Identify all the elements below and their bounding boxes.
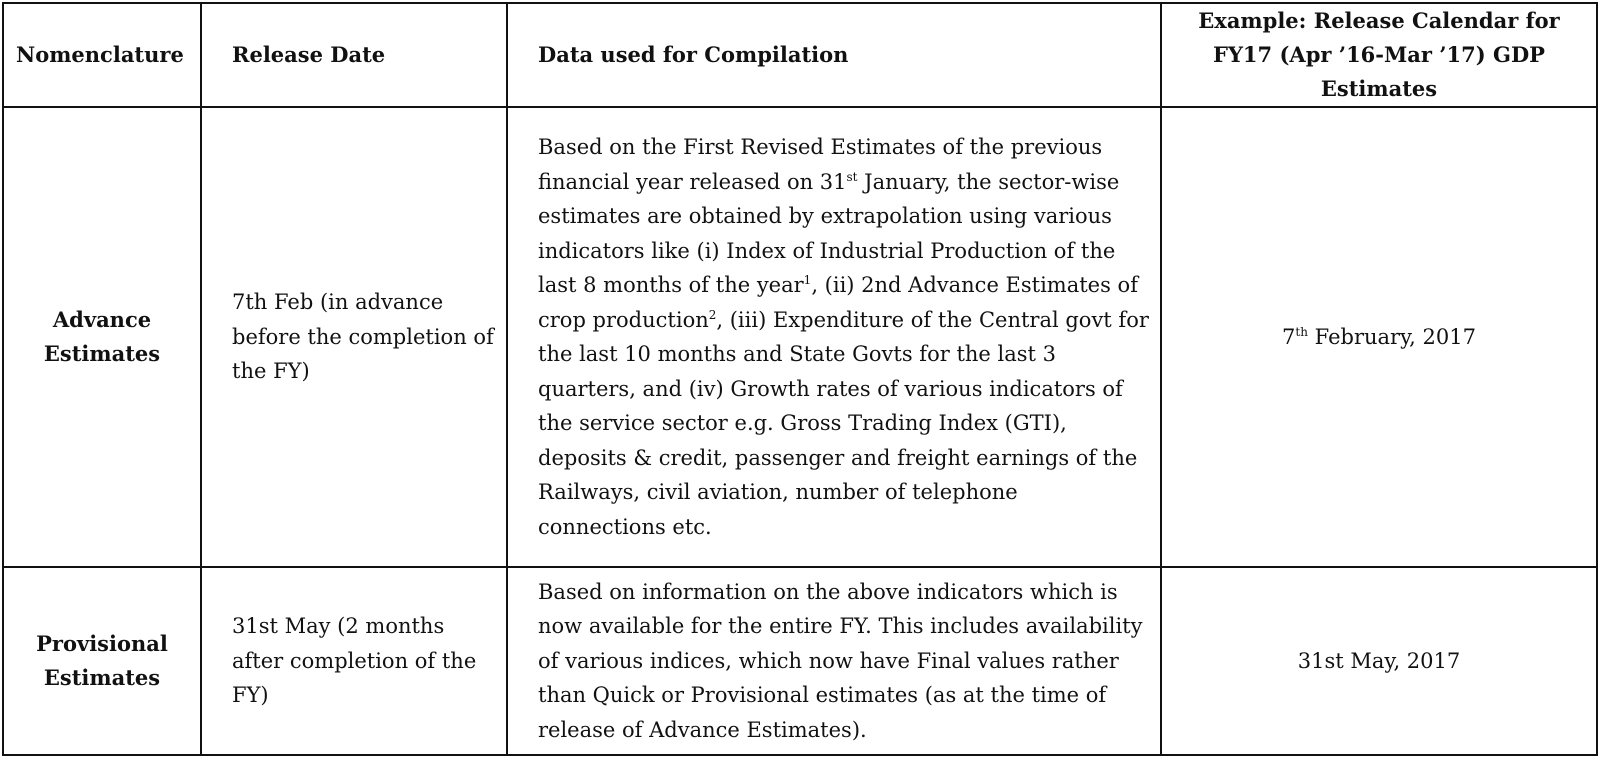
data-text-part: , (ii) 2nd Advance Estimates of crop production [538, 273, 1138, 332]
footnote-marker: 2 [708, 307, 717, 322]
table-row [3, 107, 1597, 567]
header-release-date: Release Date [201, 3, 507, 107]
header-nomenclature: Nomenclature [3, 3, 201, 107]
data-text-part: , (iii) Expenditure of the Central govt for the last 10 months and State Govts for the last 3 quarters, and (iv) Growth rates of various indicators of the service sector e.g. Gross Trading Index (GTI), deposits & credit, passenger and freight earnings of the Railways, civil aviation, number of telephone connections etc. [538, 307, 1149, 539]
superscript: st [846, 169, 858, 184]
release-date-cell: 31st May (2 months after completion of the FY) [201, 567, 507, 755]
footnote-marker: 1 [803, 273, 812, 288]
data-text-part: Based on the First Revised Estimates of the previous financial year released on 31 [538, 135, 1103, 194]
data-used-cell: Based on information on the above indicators which is now available for the entire FY. This includes availability of various indices, which now have Final values rather than Quick or Provisional estimates (as at the time of release of Advance Estimates). [507, 567, 1161, 755]
release-date-cell: 7th Feb (in advance before the completion of the FY) [201, 107, 507, 567]
example-day: 7 [1282, 324, 1296, 349]
release-table [2, 2, 1598, 756]
nomenclature-cell: Advance Estimates [3, 107, 201, 567]
header-data-used: Data used for Compilation [507, 3, 1161, 107]
nomenclature-cell: Provisional Estimates [3, 567, 201, 755]
superscript: th [1295, 324, 1308, 339]
example-rest: February, 2017 [1307, 324, 1476, 349]
data-text-part: January, the sector-wise estimates are obtained by extrapolation using various indicators like (i) Index of Industrial Production of the last 8 months of the year [538, 169, 1126, 298]
example-date-cell: 31st May, 2017 [1161, 567, 1597, 755]
gdp-release-calendar-table [2, 2, 1596, 756]
example-date-cell [1161, 107, 1597, 567]
header-row [3, 3, 1597, 107]
table-row [3, 567, 1597, 755]
header-example-calendar: Example: Release Calendar for FY17 (Apr ’16-Mar ’17) GDP Estimates [1161, 3, 1597, 107]
data-used-cell [507, 107, 1161, 567]
